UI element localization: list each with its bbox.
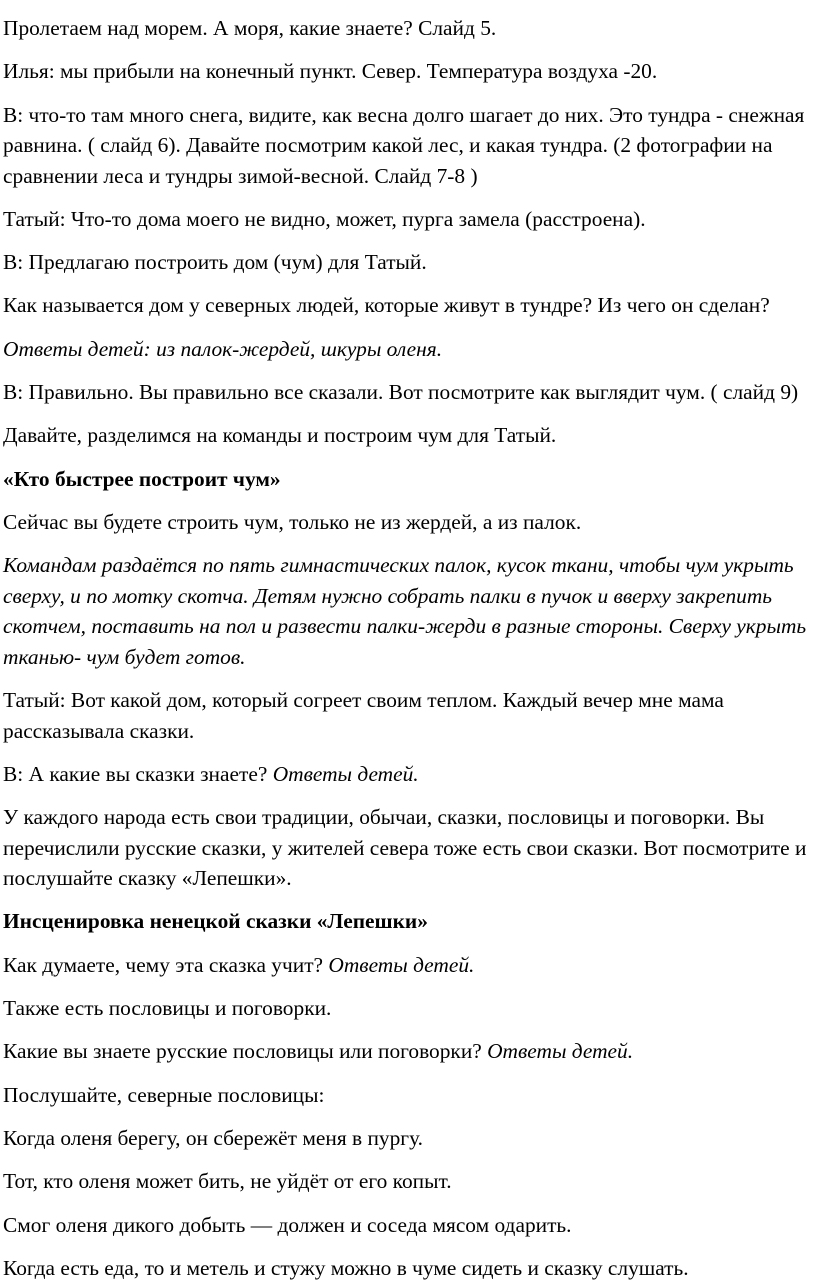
text-run-italic: Ответы детей.	[272, 761, 419, 786]
paragraph-which-tales	[3, 759, 812, 790]
text-run-italic: Ответы детей.	[487, 1039, 634, 1064]
text-run: У каждого народа есть свои традиции, обычаи, сказки, пословицы и поговорки. Вы перечислили русские сказки, у жителей севера тоже есть свои сказки. Вот посмотрите и послушайте сказку «Лепешки».	[3, 805, 807, 891]
text-run: Сейчас вы будете строить чум, только не из жердей, а из палок.	[3, 509, 582, 534]
text-run: В: Правильно. Вы правильно все сказали. Вот посмотрите как выглядит чум. ( слайд 9)	[3, 380, 799, 405]
text-run: Смог оленя дикого добыть — должен и соседа мясом одарить.	[3, 1212, 572, 1237]
paragraph-russian-proverbs	[3, 1036, 812, 1067]
text-run: Ответы детей: из палок-жердей, шкуры оленя.	[3, 336, 443, 361]
text-run: В: А какие вы сказки знаете?	[3, 761, 273, 786]
text-run: Как называется дом у северных людей, которые живут в тундре? Из чего он сделан?	[3, 293, 770, 318]
text-run-italic: Ответы детей.	[328, 952, 475, 977]
paragraph-ilya-arrival	[3, 56, 812, 87]
proverb-1	[3, 1123, 812, 1154]
paragraph-build-proposal	[3, 247, 812, 278]
text-run: Послушайте, северные пословицы:	[3, 1082, 325, 1107]
paragraph-proverbs-intro	[3, 993, 812, 1024]
paragraph-build-instructions	[3, 507, 812, 538]
text-run: Давайте, разделимся на команды и построим чум для Татый.	[3, 423, 557, 448]
paragraph-tatyi-home	[3, 204, 812, 235]
paragraph-question-chum	[3, 290, 812, 321]
paragraph-tatyi-warm-home	[3, 685, 812, 746]
paragraph-traditions	[3, 802, 812, 894]
heading-game-chum	[3, 464, 812, 495]
text-run: В: что-то там много снега, видите, как весна долго шагает до них. Это тундра - снежная равнина. ( слайд 6). Давайте посмотрим какой лес, и какая тундра. (2 фотографии на сравнении леса и тундры зимой-весной. Слайд 7-8 )	[3, 102, 805, 188]
text-run: Тот, кто оленя может бить, не уйдёт от его копыт.	[3, 1169, 452, 1194]
paragraph-slide-5	[3, 13, 812, 44]
text-run: Пролетаем над морем. А моря, какие знаете? Слайд 5.	[3, 16, 497, 40]
heading-tale-staging	[3, 906, 812, 937]
text-run: Инсценировка ненецкой сказки «Лепешки»	[3, 909, 428, 934]
paragraph-game-rules	[3, 550, 812, 672]
text-run: Командам раздаётся по пять гимнастических палок, кусок ткани, чтобы чум укрыть сверху, и по мотку скотча. Детям нужно собрать палки в пучок и вверху закрепить скотчем, поставить на пол и развести палки-жерди в разные стороны. Сверху укрыть тканью- чум будет готов.	[3, 553, 807, 669]
text-run: Когда оленя берегу, он сбережёт меня в пургу.	[3, 1125, 423, 1150]
text-run: «Кто быстрее построит чум»	[3, 466, 281, 491]
paragraph-northern-proverbs	[3, 1080, 812, 1111]
proverb-2	[3, 1166, 812, 1197]
text-run: Татый: Вот какой дом, который согреет своим теплом. Каждый вечер мне мама рассказывала сказки.	[3, 688, 724, 743]
text-run: В: Предлагаю построить дом (чум) для Татый.	[3, 250, 427, 275]
paragraph-teams	[3, 420, 812, 451]
text-run: Татый: Что-то дома моего не видно, может, пурга замела (расстроена).	[3, 206, 646, 231]
text-run: Когда есть еда, то и метель и стужу можно в чуме сидеть и сказку слушать.	[3, 1255, 689, 1280]
paragraph-tale-lesson	[3, 950, 812, 981]
paragraph-tundra-description	[3, 100, 812, 192]
proverb-4	[3, 1253, 812, 1284]
text-run: Какие вы знаете русские пословицы или поговорки?	[3, 1039, 488, 1064]
text-run: Илья: мы прибыли на конечный пункт. Север. Температура воздуха -20.	[3, 59, 658, 84]
text-run: Также есть пословицы и поговорки.	[3, 996, 332, 1021]
proverb-3	[3, 1210, 812, 1241]
paragraph-children-answers	[3, 334, 812, 365]
text-run: Как думаете, чему эта сказка учит?	[3, 952, 329, 977]
paragraph-slide-9	[3, 377, 812, 408]
